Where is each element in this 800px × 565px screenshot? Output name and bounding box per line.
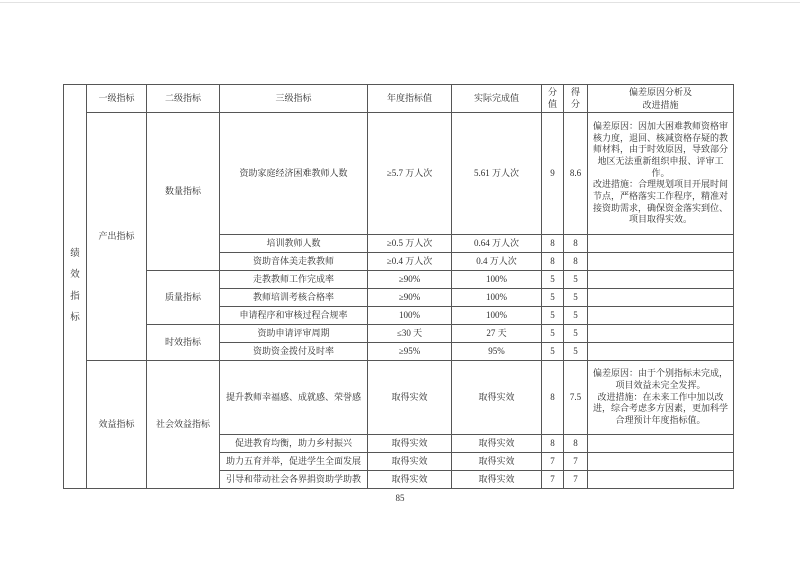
remark-cell bbox=[588, 435, 734, 453]
actual-cell: 27 天 bbox=[452, 325, 542, 343]
indicator-cell: 资助资金拨付及时率 bbox=[220, 343, 368, 361]
remark-cell bbox=[588, 113, 734, 235]
score-cell: 5 bbox=[564, 271, 588, 289]
header-score-max: 分值 bbox=[542, 85, 564, 113]
target-cell: 取得实效 bbox=[368, 453, 452, 471]
remark-deviation: 偏差原因：因加大困难教师资格审核力度，退回、核减资格存疑的教师材料，由于时效原因，导致部分地区无法重新组织申报、评审工作。 bbox=[592, 120, 728, 178]
header-remark-line1: 偏差原因分析及 bbox=[628, 86, 692, 97]
side-label-cell bbox=[64, 85, 87, 489]
score-cell: 5 bbox=[564, 289, 588, 307]
actual-cell: 0.64 万人次 bbox=[452, 235, 542, 253]
page-edge bbox=[0, 2, 800, 3]
target-cell: 取得实效 bbox=[368, 471, 452, 489]
indicator-cell: 走教教师工作完成率 bbox=[220, 271, 368, 289]
header-level2: 二级指标 bbox=[147, 85, 220, 113]
level2-cell: 社会效益指标 bbox=[147, 361, 220, 489]
side-label bbox=[67, 250, 83, 324]
score-cell: 8 bbox=[564, 253, 588, 271]
actual-cell: 95% bbox=[452, 343, 542, 361]
indicator-cell: 资助申请评审周期 bbox=[220, 325, 368, 343]
side-label-char: 效 bbox=[70, 270, 80, 280]
score-max-cell: 8 bbox=[542, 435, 564, 453]
actual-cell: 100% bbox=[452, 289, 542, 307]
indicator-cell: 教师培训考核合格率 bbox=[220, 289, 368, 307]
indicator-cell: 提升教师幸福感、成就感、荣誉感 bbox=[220, 361, 368, 435]
header-actual: 实际完成值 bbox=[452, 85, 542, 113]
target-cell: ≥5.7 万人次 bbox=[368, 113, 452, 235]
level1-cell: 效益指标 bbox=[87, 361, 147, 489]
score-cell: 5 bbox=[564, 343, 588, 361]
actual-cell: 取得实效 bbox=[452, 453, 542, 471]
indicator-cell: 申请程序和审核过程合规率 bbox=[220, 307, 368, 325]
score-max-cell: 5 bbox=[542, 271, 564, 289]
target-cell: ≥90% bbox=[368, 271, 452, 289]
actual-cell: 取得实效 bbox=[452, 361, 542, 435]
remark-cell bbox=[588, 271, 734, 289]
score-cell: 8.6 bbox=[564, 113, 588, 235]
remark-improvement: 改进措施：在未来工作中加以改进，综合考虑多方因素，更加科学合理预计年度指标值。 bbox=[592, 391, 728, 426]
level2-cell: 时效指标 bbox=[147, 325, 220, 361]
side-label-char: 标 bbox=[70, 313, 80, 323]
header-level1: 一级指标 bbox=[87, 85, 147, 113]
table-row bbox=[64, 361, 734, 435]
table-row bbox=[64, 113, 734, 235]
header-score: 得分 bbox=[564, 85, 588, 113]
remark-cell bbox=[588, 235, 734, 253]
score-cell: 8 bbox=[564, 435, 588, 453]
header-remark-line2: 改进措施 bbox=[642, 99, 679, 110]
side-label-char: 指 bbox=[70, 291, 80, 302]
score-max-cell: 8 bbox=[542, 235, 564, 253]
level2-cell: 质量指标 bbox=[147, 271, 220, 325]
remark-cell bbox=[588, 325, 734, 343]
actual-cell: 5.61 万人次 bbox=[452, 113, 542, 235]
score-cell: 7 bbox=[564, 471, 588, 489]
indicator-cell: 资助音体美走教教师 bbox=[220, 253, 368, 271]
actual-cell: 100% bbox=[452, 307, 542, 325]
target-cell: ≥95% bbox=[368, 343, 452, 361]
table-row bbox=[64, 271, 734, 289]
actual-cell: 取得实效 bbox=[452, 471, 542, 489]
score-max-cell: 8 bbox=[542, 361, 564, 435]
score-max-cell: 9 bbox=[542, 113, 564, 235]
score-max-cell: 8 bbox=[542, 253, 564, 271]
score-max-cell: 5 bbox=[542, 289, 564, 307]
score-max-cell: 5 bbox=[542, 343, 564, 361]
actual-cell: 0.4 万人次 bbox=[452, 253, 542, 271]
page-number: 85 bbox=[395, 493, 405, 503]
score-max-cell: 5 bbox=[542, 307, 564, 325]
score-max-cell: 5 bbox=[542, 325, 564, 343]
target-cell: ≥0.4 万人次 bbox=[368, 253, 452, 271]
header-remark bbox=[588, 85, 734, 113]
target-cell: ≥90% bbox=[368, 289, 452, 307]
target-cell: ≥0.5 万人次 bbox=[368, 235, 452, 253]
score-cell: 8 bbox=[564, 235, 588, 253]
remark-cell bbox=[588, 361, 734, 435]
score-cell: 7 bbox=[564, 453, 588, 471]
indicator-cell: 资助家庭经济困难教师人数 bbox=[220, 113, 368, 235]
score-cell: 5 bbox=[564, 325, 588, 343]
table-header-row bbox=[64, 85, 734, 113]
target-cell: ≤30 天 bbox=[368, 325, 452, 343]
score-cell: 5 bbox=[564, 307, 588, 325]
remark-cell bbox=[588, 453, 734, 471]
indicator-cell: 助力五育并举，促进学生全面发展 bbox=[220, 453, 368, 471]
remark-cell bbox=[588, 289, 734, 307]
remark-cell bbox=[588, 253, 734, 271]
indicator-cell: 培训教师人数 bbox=[220, 235, 368, 253]
performance-indicator-table bbox=[63, 84, 734, 489]
table-row bbox=[64, 325, 734, 343]
remark-deviation: 偏差原因：由于个别指标未完成，项目效益未完全发挥。 bbox=[592, 368, 728, 390]
indicator-cell: 促进教育均衡，助力乡村振兴 bbox=[220, 435, 368, 453]
remark-cell bbox=[588, 343, 734, 361]
indicator-cell: 引导和带动社会各界捐资助学助教 bbox=[220, 471, 368, 489]
score-max-cell: 7 bbox=[542, 471, 564, 489]
level2-cell: 数量指标 bbox=[147, 113, 220, 271]
score-cell: 7.5 bbox=[564, 361, 588, 435]
remark-cell bbox=[588, 307, 734, 325]
header-target: 年度指标值 bbox=[368, 85, 452, 113]
score-max-cell: 7 bbox=[542, 453, 564, 471]
level1-cell: 产出指标 bbox=[87, 113, 147, 361]
target-cell: 取得实效 bbox=[368, 435, 452, 453]
target-cell: 取得实效 bbox=[368, 361, 452, 435]
actual-cell: 取得实效 bbox=[452, 435, 542, 453]
side-label-char: 绩 bbox=[70, 248, 80, 259]
remark-cell bbox=[588, 471, 734, 489]
remark-improvement: 改进措施：合理规划项目开展时间节点，严格落实工作程序，精准对接资助需求，确保资金落实到位、项目取得实效。 bbox=[592, 179, 728, 225]
actual-cell: 100% bbox=[452, 271, 542, 289]
header-level3: 三级指标 bbox=[220, 85, 368, 113]
target-cell: 100% bbox=[368, 307, 452, 325]
